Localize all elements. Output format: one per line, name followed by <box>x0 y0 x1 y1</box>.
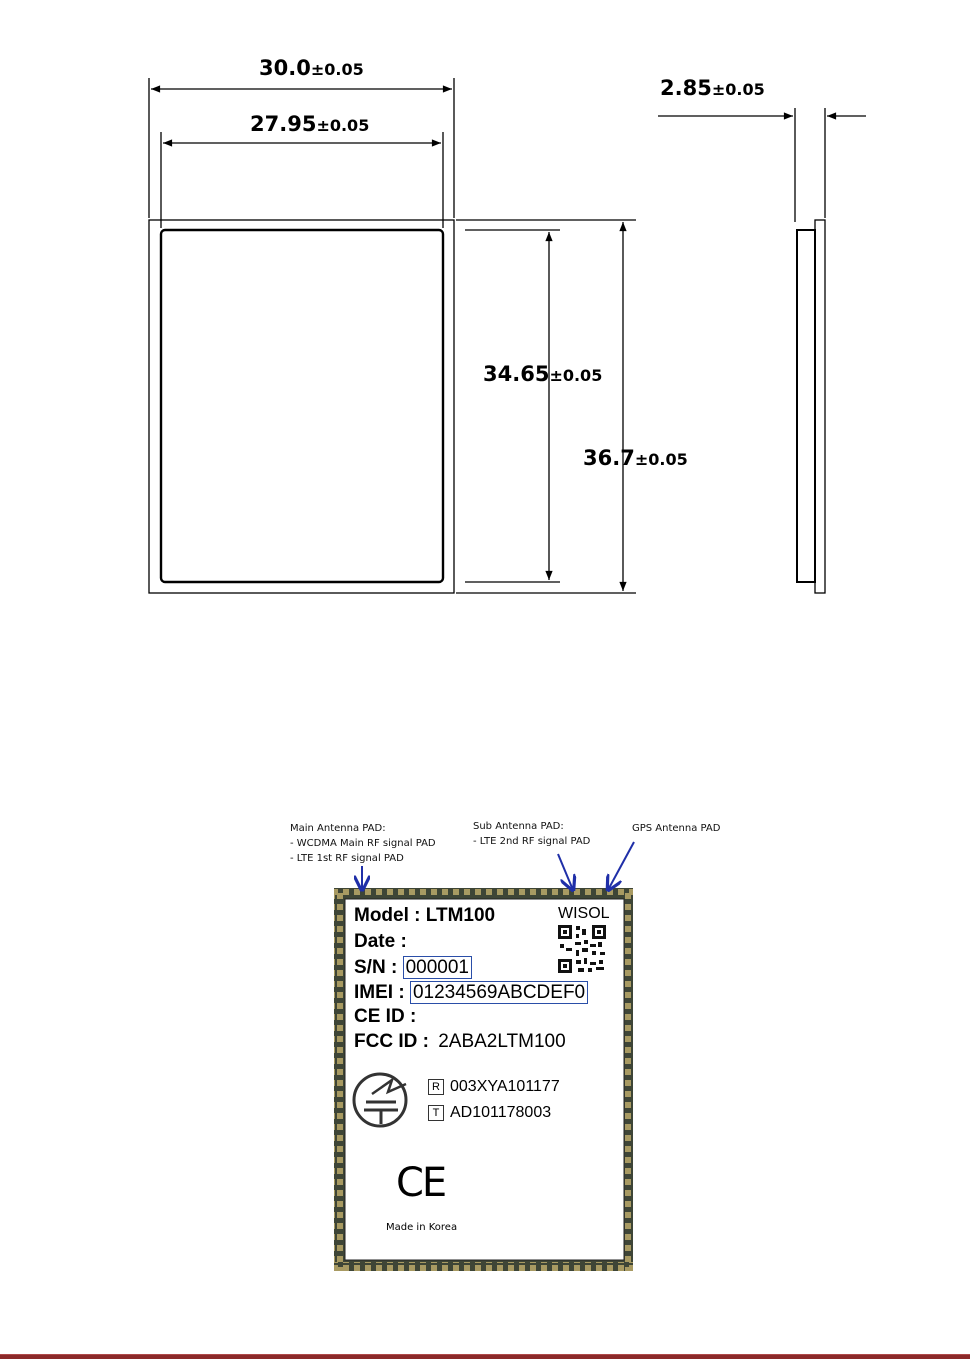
inner-width-dimension: 27.95±0.05 <box>250 112 370 136</box>
imei-line: IMEI : 01234569ABCDEF0 <box>354 982 588 1004</box>
ce-mark: CE <box>396 1160 446 1206</box>
outer-width-dimension: 30.0±0.05 <box>259 56 364 80</box>
cert-radio-line: R 003XYA101177 <box>428 1078 560 1096</box>
ceid-line: CE ID : <box>354 1006 417 1027</box>
sn-value: 000001 <box>403 956 472 979</box>
brand-text: WISOL <box>558 905 610 922</box>
sub-antenna-arrow <box>558 854 573 890</box>
gps-antenna-arrow <box>608 842 634 890</box>
radio-mark-box: R <box>428 1079 444 1095</box>
thickness-dimension: 2.85±0.05 <box>660 76 765 100</box>
terminal-mark-box: T <box>428 1105 444 1121</box>
model-line: Model : LTM100 <box>354 905 496 926</box>
qr-code <box>558 925 606 973</box>
footer-rule <box>0 1354 970 1359</box>
outer-height-dimension: 36.7±0.05 <box>583 446 688 470</box>
origin-text: Made in Korea <box>386 1222 458 1233</box>
gps-antenna-note: GPS Antenna PAD <box>632 823 721 834</box>
sn-line: S/N : 000001 <box>354 957 472 979</box>
date-line: Date : <box>354 931 407 952</box>
imei-value: 01234569ABCDEF0 <box>410 981 588 1004</box>
sub-antenna-note: Sub Antenna PAD: - LTE 2nd RF signal PAD <box>473 821 591 847</box>
fccid-line: FCC ID : 2ABA2LTM100 <box>354 1031 566 1052</box>
main-antenna-note: Main Antenna PAD: - WCDMA Main RF signal PAD - LTE 1st RF signal PAD <box>290 823 436 864</box>
inner-height-dimension: 34.65±0.05 <box>483 362 603 386</box>
cert-terminal-line: T AD101178003 <box>428 1104 551 1122</box>
